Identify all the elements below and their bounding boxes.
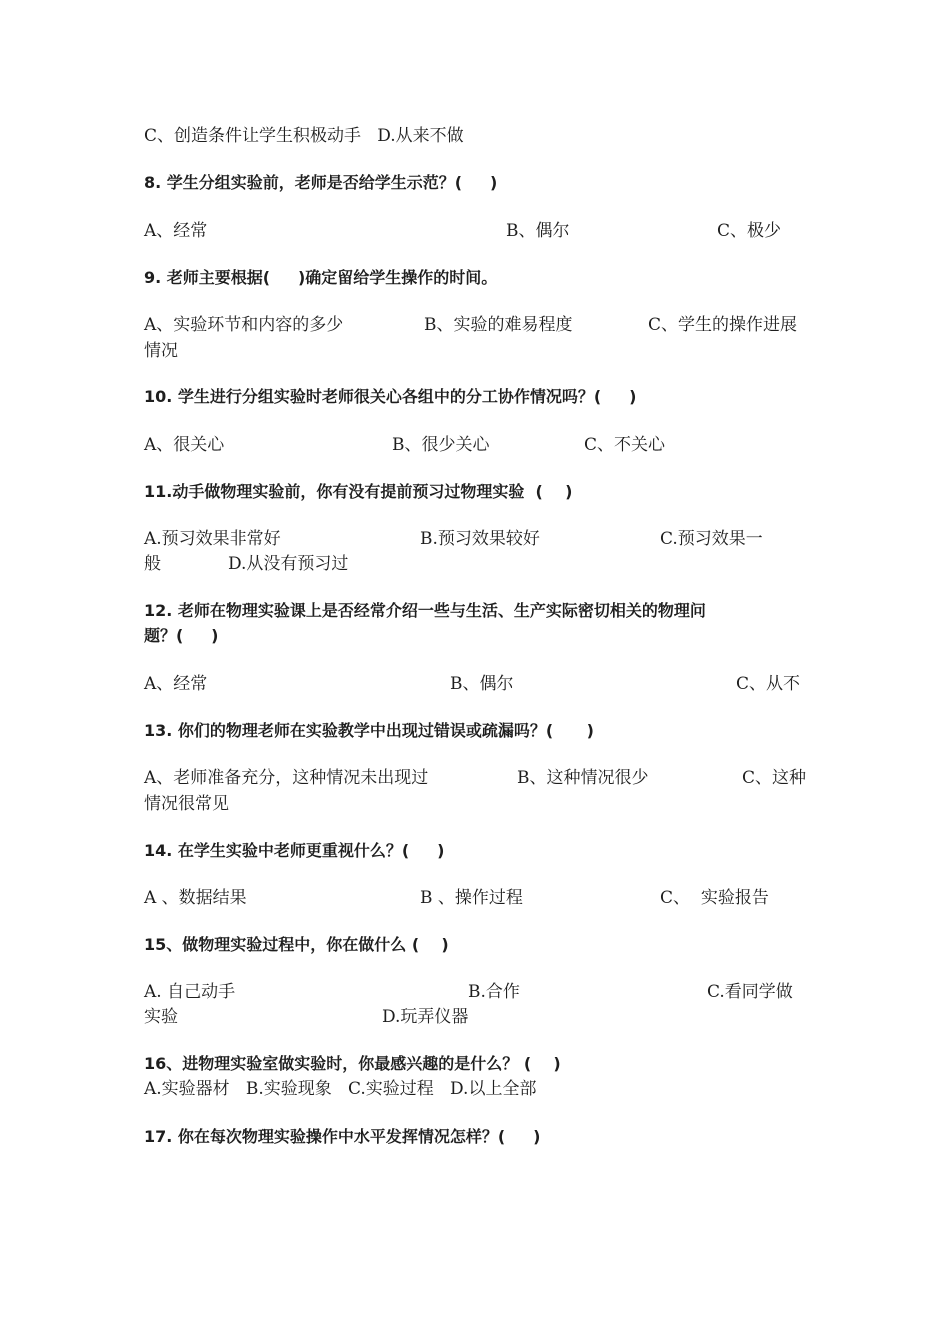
question-16: 16、进物理实验室做实验时，你最感兴趣的是什么？ ( ) xyxy=(144,1054,561,1073)
q9-option-a: A、实验环节和内容的多少 xyxy=(144,315,344,335)
q8-options xyxy=(144,219,814,243)
q11-option-c-cont: 般 xyxy=(144,554,161,574)
q16-options: A.实验器材 B.实验现象 C.实验过程 D.以上全部 xyxy=(144,1079,537,1099)
q15-option-c-cont: 实验 xyxy=(144,1007,178,1027)
q8-option-a: A、经常 xyxy=(144,221,208,241)
q11-option-b: B.预习效果较好 xyxy=(420,529,540,549)
q8-option-b: B、偶尔 xyxy=(506,221,570,241)
q12-option-c: C、从不 xyxy=(736,674,801,694)
q11-option-d: D.从没有预习过 xyxy=(228,554,349,574)
q15-option-a: A. 自己动手 xyxy=(144,982,236,1002)
q14-options xyxy=(144,886,814,910)
question-14: 14. 在学生实验中老师更重视什么？( ) xyxy=(144,841,445,860)
q10-option-a: A、很关心 xyxy=(144,435,225,455)
question-10: 10. 学生进行分组实验时老师很关心各组中的分工协作情况吗？( ) xyxy=(144,387,637,406)
q9-option-b: B、实验的难易程度 xyxy=(424,315,573,335)
q7-option-line: C、创造条件让学生积极动手 D.从来不做 xyxy=(144,126,464,146)
question-13: 13. 你们的物理老师在实验教学中出现过错误或疏漏吗？( ) xyxy=(144,721,594,740)
q11-options xyxy=(144,527,814,551)
q13-options xyxy=(144,766,814,790)
question-12-cont: 题？( ) xyxy=(144,626,219,645)
q13-option-c-cont: 情况很常见 xyxy=(144,794,229,814)
q14-option-b: B 、操作过程 xyxy=(420,888,523,908)
q9-option-c: C、学生的操作进展 xyxy=(648,315,798,335)
q13-option-c: C、这种 xyxy=(742,768,807,788)
question-17: 17. 你在每次物理实验操作中水平发挥情况怎样？( ) xyxy=(144,1127,541,1146)
q14-option-a: A 、数据结果 xyxy=(144,888,247,908)
q10-option-c: C、不关心 xyxy=(584,435,666,455)
question-8: 8. 学生分组实验前，老师是否给学生示范？( ) xyxy=(144,173,498,192)
question-11: 11.动手做物理实验前，你有没有提前预习过物理实验 ( ) xyxy=(144,482,573,501)
q11-option-a: A.预习效果非常好 xyxy=(144,529,281,549)
q15-option-d: D.玩弄仪器 xyxy=(382,1007,469,1027)
question-12: 12. 老师在物理实验课上是否经常介绍一些与生活、生产实际密切相关的物理问 xyxy=(144,601,706,620)
q12-option-b: B、偶尔 xyxy=(450,674,514,694)
q15-option-b: B.合作 xyxy=(468,982,520,1002)
q10-option-b: B、很少关心 xyxy=(392,435,490,455)
q15-options-cont xyxy=(144,1005,814,1029)
question-9: 9. 老师主要根据( )确定留给学生操作的时间。 xyxy=(144,268,498,287)
q11-option-c: C.预习效果一 xyxy=(660,529,763,549)
q9-option-c-cont: 情况 xyxy=(144,341,178,361)
q15-options xyxy=(144,980,814,1004)
q12-option-a: A、经常 xyxy=(144,674,208,694)
q12-options xyxy=(144,672,814,696)
q14-option-c: C、 实验报告 xyxy=(660,888,769,908)
q15-option-c: C.看同学做 xyxy=(707,982,793,1002)
q13-option-b: B、这种情况很少 xyxy=(517,768,649,788)
q8-option-c: C、极少 xyxy=(717,221,782,241)
question-15: 15、做物理实验过程中，你在做什么 ( ) xyxy=(144,935,449,954)
q11-options-cont xyxy=(144,552,814,576)
q10-options xyxy=(144,433,814,457)
q13-option-a: A、老师准备充分，这种情况未出现过 xyxy=(144,768,429,788)
q9-options xyxy=(144,313,814,337)
